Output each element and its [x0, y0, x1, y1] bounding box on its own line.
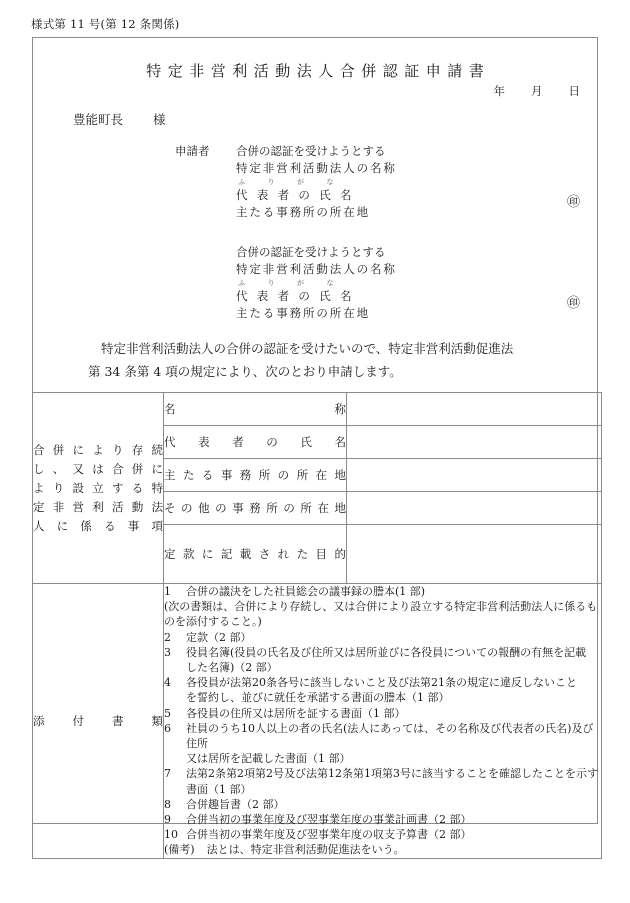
- application-details-table: [32, 392, 602, 859]
- applicant-1-line3: 代表者の氏名: [236, 188, 361, 202]
- merge-header-line-4: 定非営利活動法: [33, 499, 163, 514]
- attachment-text: [186, 645, 601, 675]
- attachment-item: [164, 675, 601, 705]
- attachment-text-line: を誓約し、並びに就任を承諾する書面の謄本（1 部）: [186, 691, 450, 705]
- attachment-text: [186, 827, 601, 842]
- date-line: [32, 83, 598, 99]
- applicant-block-2: [236, 244, 397, 322]
- row-label-purpose: 定款に記載された目的: [164, 525, 347, 584]
- attachment-text: [186, 812, 601, 827]
- attachment-text: [186, 766, 601, 796]
- attachment-text: [186, 584, 601, 599]
- attachment-text-line: 合併当初の事業年度及び翌事業年度の収支予算書（2 部）: [186, 828, 472, 842]
- row-value-other-office[interactable]: [347, 492, 602, 525]
- attachment-text-line: 合併の議決をした社員総会の議事録の謄本(1 部): [186, 585, 426, 598]
- attachment-item: [164, 630, 601, 645]
- merge-entity-header-cell: [33, 393, 164, 584]
- applicant-2-line1: 合併の認証を受けようとする: [236, 245, 386, 259]
- attachment-number: 1: [164, 585, 171, 598]
- attachment-text-line: した名簿)（2 部）: [186, 661, 278, 675]
- applicant-1-furigana: ふりがな: [238, 178, 356, 186]
- attachment-number: 5: [164, 706, 171, 720]
- row-value-representative[interactable]: [347, 426, 602, 459]
- attachment-text-line: 法第2条第2項第2号及び法第12条第1項第3号に該当することを確認したことを示す: [186, 767, 598, 781]
- addressee-honorific: 様: [153, 112, 166, 127]
- attachment-text: [186, 630, 601, 645]
- form-number: 様式第 11 号(第 12 条関係): [31, 17, 180, 31]
- attachment-text-line: 定款（2 部）: [186, 630, 252, 644]
- seal-mark-2: ㊞: [567, 296, 581, 311]
- table-row-attachments: [33, 584, 602, 859]
- attachment-item: [164, 827, 601, 842]
- row-label-representative: 代表者の氏名: [164, 426, 347, 459]
- row-label-other-office: その他の事務所の所在地: [164, 492, 347, 525]
- attachment-item: [164, 721, 601, 767]
- attachment-text: [186, 675, 601, 705]
- merge-header-line-2: し、又は合併に: [33, 461, 163, 476]
- addressee: [73, 110, 166, 128]
- applicant-1-line1: 合併の認証を受けようとする: [236, 144, 386, 158]
- attachment-text-line: 合併当初の事業年度及び翌事業年度の事業計画書（2 部）: [186, 813, 472, 827]
- attachment-text-line: のを添付すること。): [164, 615, 262, 629]
- merge-header-line-1: 合併により存続: [33, 442, 163, 457]
- attachments-list-cell: [164, 584, 602, 859]
- attachment-text-line: 役員名簿(役員の氏名及び住所又は居所並びに各役員についての報酬の有無を記載: [186, 645, 587, 659]
- attachment-text-line: (次の書類は、合併により存続し、又は合併により設立する特定非営利活動法人に係るも: [164, 600, 598, 614]
- addressee-name: 豊能町長: [73, 112, 124, 127]
- attachment-item: [164, 797, 601, 812]
- row-value-purpose[interactable]: [347, 525, 602, 584]
- attachment-text-line: 合併趣旨書（2 部）: [186, 797, 285, 811]
- attachment-note-line: [164, 599, 601, 629]
- attachments-list: [164, 584, 601, 842]
- attachment-text: [186, 706, 601, 721]
- row-value-name[interactable]: [347, 393, 602, 426]
- attachment-number: 9: [164, 813, 171, 827]
- attachment-item: [164, 584, 601, 599]
- attachment-number: 2: [164, 630, 171, 644]
- attachment-text: [186, 797, 601, 812]
- attachment-text-line: 各役員が法第20条各号に該当しないこと及び法第21条の規定に違反しないこと: [186, 676, 577, 690]
- table-row: [33, 393, 602, 426]
- applicant-2-line3: 代表者の氏名: [236, 289, 361, 303]
- attachment-item: [164, 706, 601, 721]
- seal-mark-1: ㊞: [567, 195, 581, 210]
- attachment-item: [164, 812, 601, 827]
- attachments-note-label: (備考): [164, 843, 195, 857]
- attachment-number: 6: [164, 721, 171, 735]
- page-title: 特定非営利活動法人合併認証申請書: [146, 62, 491, 80]
- attachment-item: [164, 766, 601, 796]
- attachments-note: [164, 842, 601, 857]
- attachment-number: 3: [164, 645, 171, 659]
- applicant-2-line4: 主たる事務所の所在地: [236, 306, 370, 320]
- attachments-label: 添付書類: [33, 584, 164, 859]
- applicant-label: 申請者: [175, 144, 210, 158]
- attachment-item: [164, 645, 601, 675]
- request-paragraph-line1: 特定非営利活動法人の合併の認証を受けたいので、特定非営利活動促進法: [101, 341, 514, 356]
- attachments-note-text: 法とは、特定非営利活動促進法をいう。: [206, 843, 405, 857]
- attachment-text-line: 各役員の住所又は居所を証する書面（1 部）: [186, 706, 406, 720]
- attachment-number: 7: [164, 767, 171, 781]
- request-paragraph: [88, 337, 568, 383]
- applicant-1-line4: 主たる事務所の所在地: [236, 205, 370, 219]
- attachment-number: 10: [164, 828, 178, 842]
- date-month-label: 月: [531, 84, 543, 98]
- applicant-block-1: [236, 143, 397, 221]
- merge-header-line-5: 人に係る事項: [33, 518, 163, 533]
- attachment-text-line: 書面（1 部）: [186, 782, 252, 796]
- applicant-2-line2: 特定非営利活動法人の名称: [236, 262, 397, 276]
- merge-header-line-3: より設立する特: [33, 480, 163, 495]
- attachment-text-line: 又は居所を記載した書面（1 部）: [186, 752, 351, 766]
- date-year-label: 年: [493, 84, 505, 98]
- request-paragraph-line2: 第 34 条第 4 項の規定により、次のとおり申請します。: [88, 364, 402, 379]
- attachment-text: [186, 721, 601, 767]
- attachment-number: 4: [164, 676, 171, 690]
- applicant-1-line2: 特定非営利活動法人の名称: [236, 161, 397, 175]
- row-value-main-office[interactable]: [347, 459, 602, 492]
- attachment-number: 8: [164, 797, 171, 811]
- attachment-text-line: 社員のうち10人以上の者の氏名(法人にあっては、その名称及び代表者の氏名)及び住所: [186, 721, 594, 751]
- applicant-2-furigana: ふりがな: [238, 279, 356, 287]
- date-day-label: 日: [568, 84, 580, 98]
- row-label-name: 名称: [164, 393, 347, 426]
- row-label-main-office: 主たる事務所の所在地: [164, 459, 347, 492]
